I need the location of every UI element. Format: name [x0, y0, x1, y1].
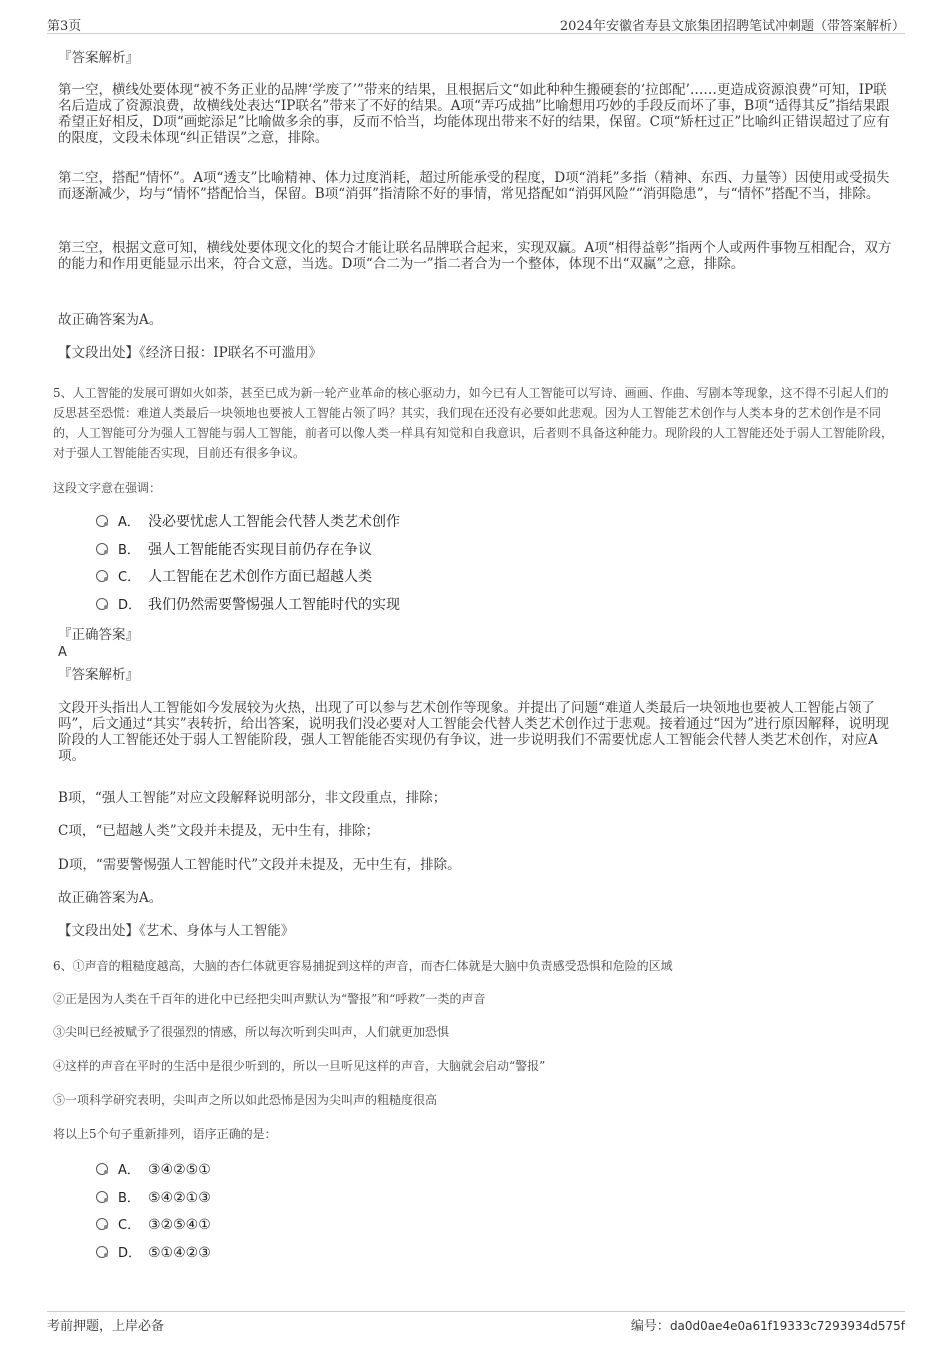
code-value: da0d0ae4e0a61f19333c7293934d575f [669, 1319, 905, 1333]
q6-option-a[interactable]: A． ③④②⑤① [96, 1161, 211, 1180]
q6-prompt: 将以上5个句子重新排列，语序正确的是： [53, 1127, 277, 1141]
footer-slogan: 考前押题，上岸必备 [47, 1319, 165, 1334]
q4-analysis-para2: 第二空，搭配“情怀”。A项“透支”比喻精神、体力过度消耗，超过所能承受的程度，D项“消耗”多指（精神、东西、力量等）因使用或受损失而逐渐减少，均与“情怀”搭配恰当，保留。B项“消弭”指清除不好的事情，常见搭配如“消弭风险”“消弭隐患”，与“情怀”搭配不当，排除。 [58, 170, 890, 202]
page-footer [47, 1311, 905, 1332]
q5-conclusion: 故正确答案为A。 [58, 890, 163, 906]
q4-analysis-label: 『答案解析』 [58, 50, 139, 66]
q5-analysis-para3: C项，“已超越人类”文段并未提及，无中生有，排除； [58, 823, 380, 839]
q5-stem: 5、人工智能的发展可谓如火如荼，甚至已成为新一轮产业革命的核心驱动力，如今已有人工智能可以写诗、画画、作曲、写剧本等现象，这不得不引起人们的反思甚至恐慌：难道人类最后一块领地也要被人工智能占领了吗？其实，我们现在还没有必要如此悲观。因为人工智能艺术创作与人类本身的艺术创作是不同的，人工智能可分为强人工智能与弱人工智能，前者可以像人类一样具有知觉和自我意识，后者则不具备这种能力。现阶段的人工智能还处于弱人工智能阶段，对于强人工智能能否实现，目前还有很多争议。 [53, 386, 894, 460]
radio-icon[interactable] [96, 570, 108, 582]
page-number: 第3页 [47, 19, 82, 34]
q5-option-a[interactable]: A． 没必要忧虑人工智能会代替人类艺术创作 [96, 513, 400, 532]
q5-option-b[interactable]: B． 强人工智能能否实现目前仍存在争议 [96, 541, 372, 560]
q5-option-c[interactable]: C． 人工智能在艺术创作方面已超越人类 [96, 568, 372, 587]
q5-analysis-para2: B项，“强人工智能”对应文段解释说明部分，非文段重点，排除； [58, 790, 447, 806]
q6-sentence-3: ③尖叫已经被赋予了很强烈的情感，所以每次听到尖叫声，人们就更加恐惧 [53, 1025, 450, 1039]
q6-option-d[interactable]: D． ⑤①④②③ [96, 1244, 211, 1263]
q4-source: 【文段出处】《经济日报：IP联名不可滥用》 [58, 345, 323, 361]
radio-icon[interactable] [96, 543, 108, 555]
q4-analysis-para1: 第一空，横线处要体现“被不务正业的品牌‘学废了’”带来的结果，且根据后文“如此种种生搬硬套的‘拉郎配’……更造成资源浪费”可知，IP联名后造成了资源浪费，故横线处表达“IP联名”带来了不好的结果。A项“弄巧成拙”比喻想用巧妙的手段反而坏了事，B项“适得其反”指结果跟希望正好相反，D项“画蛇添足”比喻做多余的事，反而不恰当，均能体现出带来不好的结果，保留。C项“矫枉过正”比喻纠正错误超过了应有的限度，文段未体现“纠正错误”之意，排除。 [58, 82, 890, 146]
q6-sentence-1: 6、①声音的粗糙度越高，大脑的杏仁体就更容易捕捉到这样的声音，而杏仁体就是大脑中负责感受恐惧和危险的区域 [53, 959, 673, 973]
radio-icon[interactable] [96, 515, 108, 527]
q4-conclusion: 故正确答案为A。 [58, 312, 163, 328]
q5-analysis-label: 『答案解析』 [58, 667, 139, 683]
q6-sentence-5: ⑤一项科学研究表明，尖叫声之所以如此恐怖是因为尖叫声的粗糙度很高 [53, 1093, 438, 1107]
code-label: 编号： [630, 1319, 670, 1334]
radio-icon[interactable] [96, 598, 108, 610]
page-header [47, 13, 905, 34]
q5-analysis-para1: 文段开头指出人工智能如今发展较为火热，出现了可以参与艺术创作等现象。并提出了问题“难道人类最后一块领地也要被人工智能占领了吗”，后文通过“其实”表转折，给出答案，说明我们没必要对人工智能会代替人类艺术创作过于悲观。接着通过“因为”进行原因解释，说明现阶段的人工智能还处于弱人工智能阶段，强人工智能能否实现仍有争议，进一步说明我们不需要忧虑人工智能会代替人类艺术创作，对应A项。 [58, 700, 890, 764]
q5-prompt: 这段文字意在强调： [53, 481, 162, 495]
q5-option-d[interactable]: D． 我们仍然需要警惕强人工智能时代的实现 [96, 596, 400, 615]
q5-correct-label: 『正确答案』 [58, 627, 139, 643]
radio-icon[interactable] [96, 1191, 108, 1203]
radio-icon[interactable] [96, 1246, 108, 1258]
radio-icon[interactable] [96, 1163, 108, 1175]
q6-sentence-4: ④这样的声音在平时的生活中是很少听到的，所以一旦听见这样的声音，大脑就会启动“警报” [53, 1059, 546, 1073]
q5-analysis-para4: D项，“需要警惕强人工智能时代”文段并未提及，无中生有，排除。 [58, 857, 461, 873]
document-title: 2024年安徽省寿县文旅集团招聘笔试冲刺题（带答案解析） [559, 19, 905, 34]
q5-source: 【文段出处】《艺术、身体与人工智能》 [58, 923, 295, 939]
q6-sentence-2: ②正是因为人类在千百年的进化中已经把尖叫声默认为“警报”和“呼救”一类的声音 [53, 992, 486, 1006]
q6-option-c[interactable]: C． ③②⑤④① [96, 1216, 211, 1235]
q5-correct-answer: A [58, 645, 67, 660]
document-code [631, 1315, 905, 1334]
radio-icon[interactable] [96, 1218, 108, 1230]
q6-option-b[interactable]: B． ⑤④②①③ [96, 1189, 211, 1208]
q4-analysis-para3: 第三空，根据文意可知，横线处要体现文化的契合才能让联名品牌联合起来，实现双赢。A项“相得益彰”指两个人或两件事物互相配合，双方的能力和作用更能显示出来，符合文意，当选。D项“合二为一”指二者合为一个整体，体现不出“双赢”之意，排除。 [58, 240, 892, 272]
